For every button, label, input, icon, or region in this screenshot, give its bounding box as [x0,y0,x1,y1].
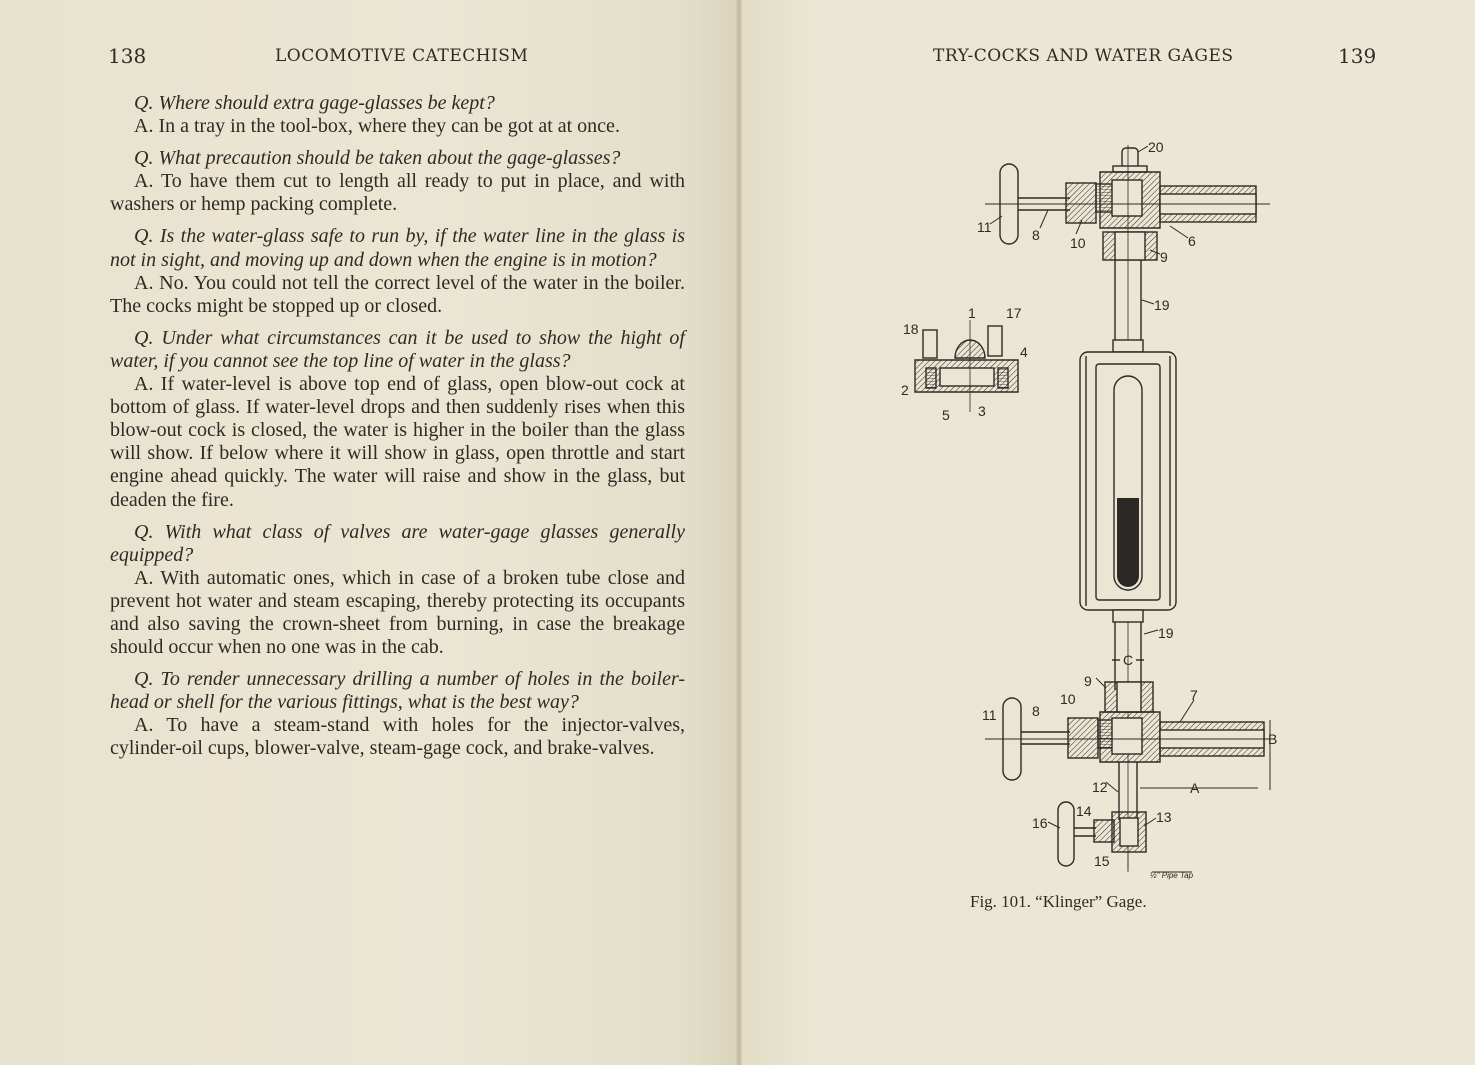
page-number-right: 139 [1338,44,1377,68]
svg-text:18: 18 [903,321,919,337]
svg-text:9: 9 [1160,249,1168,265]
svg-text:17: 17 [1006,305,1022,321]
bottom-valve [985,682,1278,820]
question: Q. With what class of valves are water-gage glasses generally equipped? [110,520,685,566]
svg-text:4: 4 [1020,344,1028,360]
answer: A. If water-level is above top end of glass, open blow-out cock at bottom of glass. If water-level drops and then suddenly rises when this blow-out cock is closed, the water is higher in the boiler than the glass will show. If below where it will show in glass, open throttle and start engine ahead quickly. The water will raise and show in the glass, but deaden the fire. [110,373,685,511]
catechism-text [110,92,685,770]
svg-text:8: 8 [1032,227,1040,243]
svg-text:11: 11 [977,219,992,235]
question: Q. To render unnecessary drilling a number of holes in the boiler-head or shell for the various fittings, what is the best way? [110,668,685,714]
svg-text:13: 13 [1156,809,1172,825]
question: Q. Is the water-glass safe to run by, if the water line in the glass is not in sight, and moving up and down when the engine is in motion? [110,225,685,271]
svg-text:8: 8 [1032,703,1040,719]
svg-text:12: 12 [1092,779,1108,795]
svg-text:3: 3 [978,403,986,419]
svg-text:11: 11 [982,707,997,723]
svg-text:20: 20 [1148,140,1164,155]
question: Q. Where should extra gage-glasses be kept? [134,92,495,114]
svg-text:19: 19 [1158,625,1174,641]
svg-text:15: 15 [1094,853,1110,869]
svg-text:14: 14 [1076,803,1092,819]
qa-entry [110,92,685,138]
answer: A. With automatic ones, which in case of a broken tube close and prevent hot water and steam escaping, thereby protecting its occupants and also saving the crown-sheet from burning, in case the breakage should occur when no one was in the cab. [110,566,685,659]
detail-section [915,320,1018,412]
svg-text:19: 19 [1154,297,1170,313]
svg-text:½" Pipe Tap: ½" Pipe Tap [1150,871,1194,880]
answer: A. To have a steam-stand with holes for the injector-valves, cylinder-oil cups, blower-valve, steam-gage cock, and brake-valves. [110,714,685,760]
svg-text:1: 1 [968,305,976,321]
answer: A. No. You could not tell the correct level of the water in the boiler. The cocks might be stopped up or closed. [110,271,685,317]
svg-text:10: 10 [1060,691,1076,707]
page-number-left: 138 [108,44,147,68]
book-gutter [736,0,742,1065]
svg-text:6: 6 [1188,233,1196,249]
svg-text:5: 5 [942,407,950,423]
svg-text:B: B [1268,731,1278,747]
question: Q. Under what circumstances can it be used to show the hight of water, if you cannot see the top line of water in the glass? [110,326,685,372]
figure-caption: Fig. 101. “Klinger” Gage. [970,892,1147,911]
svg-text:2: 2 [901,382,909,398]
running-head-left: LOCOMOTIVE CATECHISM [275,46,529,66]
klinger-gage-diagram [890,140,1290,890]
qa-entry [110,225,685,317]
svg-text:A: A [1190,780,1200,796]
running-head-right: TRY-COCKS AND WATER GAGES [933,46,1234,66]
svg-text:C: C [1123,652,1134,668]
qa-entry [110,147,685,216]
svg-text:7: 7 [1190,687,1198,703]
answer: A. To have them cut to length all ready to put in place, and with washers or hemp packing complete. [110,170,685,216]
svg-text:10: 10 [1070,235,1086,251]
qa-entry [110,327,685,512]
svg-text:9: 9 [1084,673,1092,689]
answer: A. In a tray in the tool-box, where they can be got at at once. [134,115,620,138]
qa-entry [110,668,685,760]
svg-text:16: 16 [1032,815,1048,831]
question: Q. What precaution should be taken about the gage-glasses? [134,147,621,170]
qa-entry [110,521,685,660]
